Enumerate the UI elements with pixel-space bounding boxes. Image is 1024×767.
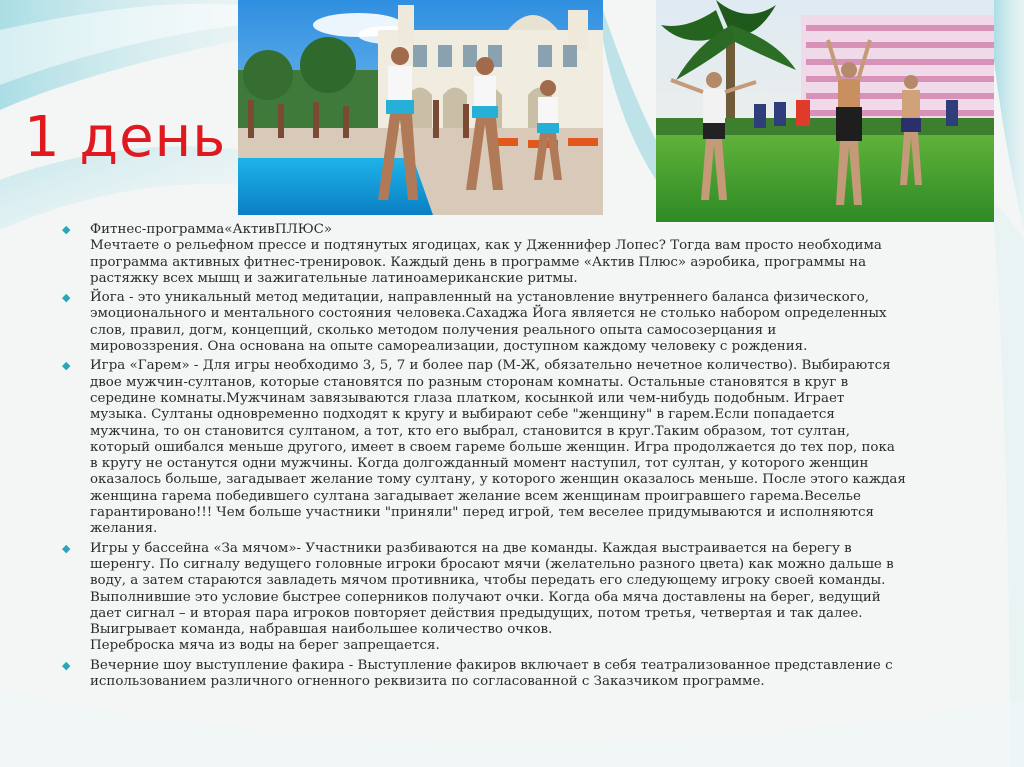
list-item-line: Вечерние шоу выступление факира - Выступление факиров включает в себя театрализованное представление с [90, 657, 893, 673]
list-item-line: Мечтаете о рельефном прессе и подтянутых ягодицах, как у Дженнифер Лопес? Тогда вам просто необходима [90, 238, 882, 254]
diamond-bullet-icon: ◆ [62, 291, 71, 305]
diamond-bullet-icon: ◆ [62, 658, 71, 672]
list-item-line: растяжку всех мышц и зажигательные латиноамериканские ритмы. [90, 270, 578, 286]
list-item-line: Выигрывает команда, набравшая наибольшее количество очков. [90, 622, 553, 638]
list-item-line: женщина гарема победившего султана загадывает желание всем женщинам проигравшего гарема.Веселье [90, 488, 861, 504]
list-item-fitness [62, 222, 962, 287]
list-item-line: в кругу не останутся одни мужчины. Когда долгожданный момент наступил, тот султан, у которого женщин [90, 456, 869, 472]
list-item-line: программа активных фитнес-тренировок. Каждый день в программе «Актив Плюс» аэробика, программы на [90, 254, 867, 270]
list-item-line: желания. [90, 521, 158, 537]
list-item-pool-games [62, 541, 962, 655]
list-item-line: воду, а затем стараются завладеть мячом противника, чтобы передать его следующему игроку своей команды. [90, 573, 886, 589]
diamond-bullet-icon: ◆ [62, 541, 71, 555]
list-item-line: дает сигнал – и вторая пара игроков повторяет действия предыдущих, потом третья, четвертая и так далее. [90, 605, 863, 621]
list-item-line: музыка. Султаны одновременно подходят к кругу и выбирают себе "женщину" в гарем.Если попадается [90, 407, 835, 423]
list-item-line: Игры у бассейна «За мячом»- Участники разбиваются на две команды. Каждая выстраивается на берегу в [90, 540, 852, 556]
list-item-line: мужчина, то он становится султаном, а тот, кто его выбрал, становится в круг.Таким образом, тот султан, [90, 423, 851, 439]
slide-title: 1 день [24, 105, 227, 170]
list-item-line: Переброска мяча из воды на берег запрещается. [90, 638, 440, 654]
list-item-line: который ошибался меньше другого, имеет в своем гареме больше женщин. Игра продолжается до тех пор, пока [90, 439, 895, 455]
bullet-list-container [62, 222, 962, 693]
list-item-line: Фитнес-программа«АктивПЛЮС» [90, 222, 333, 237]
list-item-yoga [62, 290, 962, 355]
list-item-line: эмоционального и ментального состояния человека.Сахаджа Йога является не столько набором определенных [90, 306, 887, 322]
list-item-line: середине комнаты.Мужчинам завязываются глаза платком, косынкой или чем-нибудь подобным. Играет [90, 390, 845, 406]
list-item-line: Игра «Гарем» - Для игры необходимо 3, 5, 7 и более пар (М-Ж, обязательно нечетное количество). Выбираются [90, 358, 891, 374]
list-item-line: использованием различного огненного реквизита по согласованной с Заказчиком программе. [90, 674, 765, 690]
list-item-line: двое мужчин-султанов, которые становятся по разным сторонам комнаты. Остальные становятся в круг в [90, 374, 849, 390]
list-item-line: шеренгу. По сигналу ведущего головные игроки бросают мячи (желательно разного цвета) как можно дальше в [90, 556, 894, 572]
list-item-line: слов, правил, догм, концепций, сколько методом получения реального опыта самосозерцания и [90, 322, 777, 338]
list-item-line: Выполнившие это условие быстрее соперников получают очки. Когда оба мяча доставлены на берег, ведущий [90, 589, 881, 605]
pool-aerobics-photo [238, 0, 603, 215]
list-item-fakir-show [62, 658, 962, 691]
list-item-harem-game [62, 358, 962, 537]
list-item-line: оказалось больше, загадывает желание тому султану, у которого женщин оказалось меньше. После этого каждая [90, 472, 906, 488]
list-item-line: Йога - это уникальный метод медитации, направленный на установление внутреннего баланса физического, [90, 290, 870, 306]
list-item-line: мировоззрения. Она основана на опыте самореализации, доступном каждому человеку с рождения. [90, 339, 808, 355]
bullet-list [62, 222, 962, 690]
diamond-bullet-icon: ◆ [62, 223, 71, 236]
list-item-line: гарантировано!!! Чем больше участники "приняли" перед игрой, тем веселее придумываются и исполняются [90, 505, 874, 521]
lawn-fitness-photo [656, 0, 994, 222]
diamond-bullet-icon: ◆ [62, 359, 71, 373]
